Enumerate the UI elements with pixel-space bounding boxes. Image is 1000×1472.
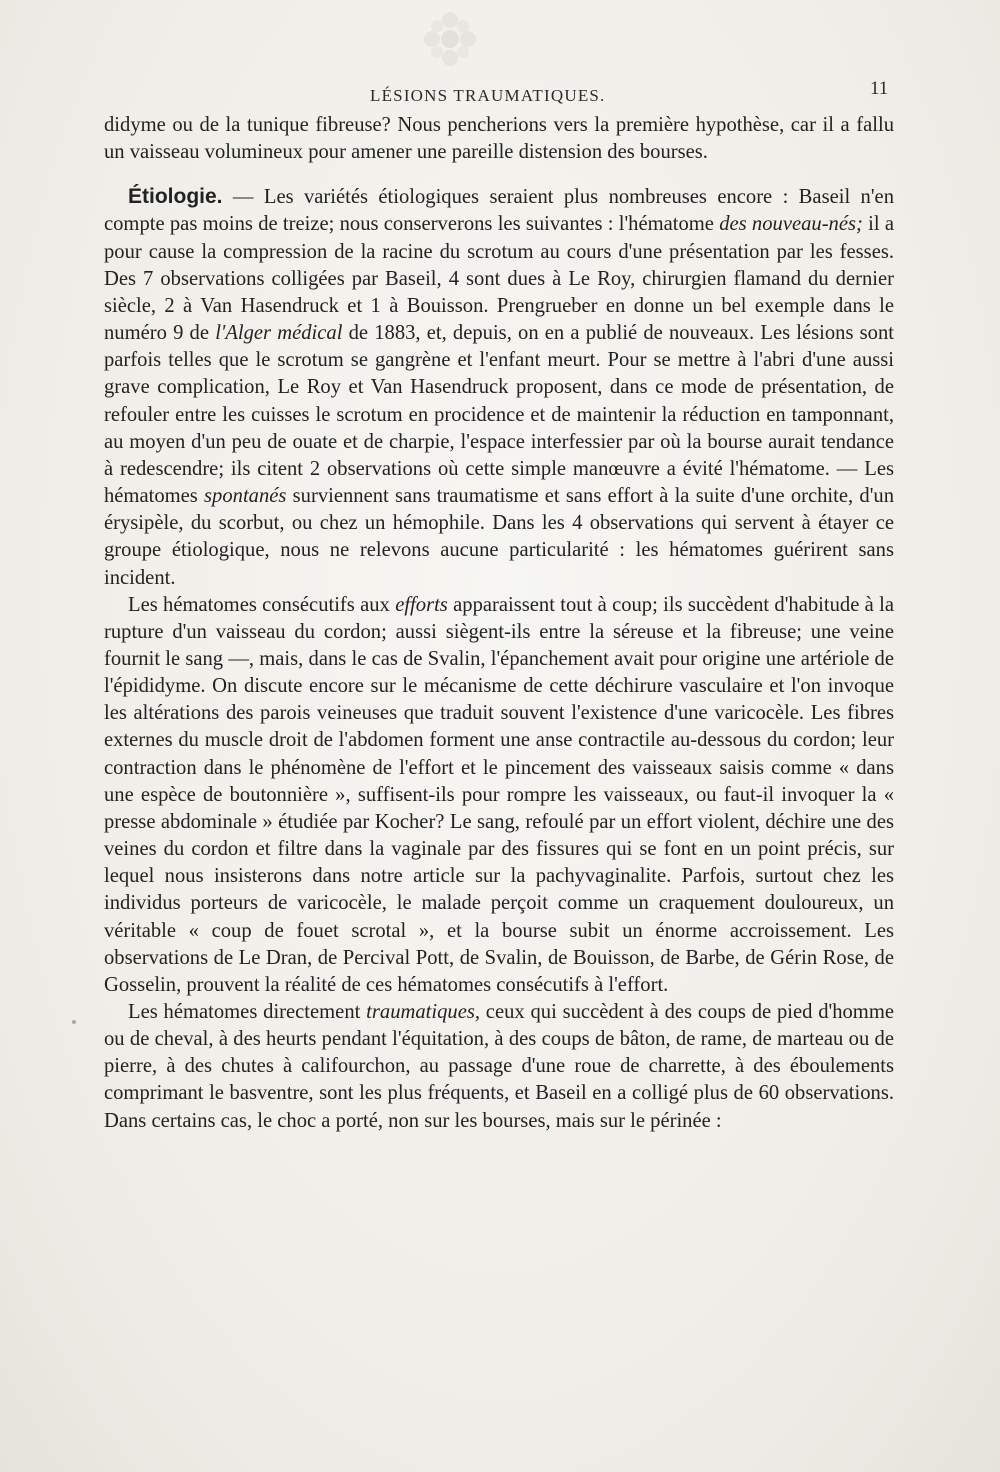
italic-text: traumatiques, xyxy=(366,1001,480,1023)
italic-text: l'Alger médical xyxy=(215,322,343,345)
body-text xyxy=(104,112,894,1135)
paragraph-continuation: didyme ou de la tunique fibreuse? Nous pencherions vers la première hypothèse, car il a fallu un vaisseau volumineux pour amener une pareille distension des bourses. xyxy=(104,114,894,164)
text-segment: Les hématomes consécutifs aux xyxy=(128,593,396,616)
text-segment: il a pour cause la compression de la racine du scrotum au cours d'une présentation par les fesses. Des 7 observations colligées par Baseil, 4 sont dues à Le Roy, chirurgien flamand du dernier siècle, 2 à Van Hasendruck et 1 à Bouisson. Prengrueber en donne un bel exemple dans le numéro 9 de xyxy=(104,213,894,345)
running-title: LÉSIONS TRAUMATIQUES. xyxy=(370,86,606,105)
text-segment: ceux qui succèdent à des coups de pied d'homme ou de cheval, à des heurts pendant l'équitation, à des coups de bâton, de rame, de marteau ou de pierre, à des chutes à califourchon, au passage d'une roue de charrette, à des éboulements comprimant le basventre, sont les plus fréquents, et Baseil en a colligé plus de 60 observations. Dans certains cas, le choc a porté, non sur les bourses, mais sur le périnée : xyxy=(104,1001,894,1132)
text-segment: — Les variétés étiologiques seraient plus nombreuses encore : Baseil n'en compte pas moins de treize; nous conserverons les suivantes : l'hématome xyxy=(104,186,894,236)
paragraph-traumatiques xyxy=(104,999,894,1135)
text-segment: de 1883, et, depuis, on en a publié de nouveaux. Les lésions sont parfois telles que le scrotum se gangrène et l'enfant meurt. Pour se mettre à l'abri d'une aussi grave complication, Le Roy et Van Hasendruck proposent, dans ce mode de présentation, de refouler entre les cuisses le scrotum en procidence et de maintenir la réduction en tamponnant, au moyen d'un peu de ouate et de charpie, l'espace interfessier par où la bourse aurait tendance à redescendre; ils citent 2 observations où cette simple manœuvre a évité l'hématome. — Les hématomes xyxy=(104,322,895,508)
ornament-icon xyxy=(420,8,480,70)
text-segment: Les hématomes directement xyxy=(128,1001,367,1023)
section-heading: Étiologie. xyxy=(128,185,223,209)
stray-ink-mark xyxy=(72,1020,76,1024)
page-number: 11 xyxy=(870,78,889,99)
italic-text: des nouveau-nés; xyxy=(719,213,863,236)
paragraph-etiologie xyxy=(104,183,894,591)
paragraph-efforts xyxy=(104,592,894,999)
italic-text: efforts xyxy=(395,593,448,616)
text-segment: surviennent sans traumatisme et sans effort à la suite d'une orchite, d'un érysipèle, du scorbut, ou chez un hémophile. Dans les 4 observations qui servent à étayer ce groupe étiologique, nous ne relevons aucune particularité : les hématomes guérirent sans incident. xyxy=(104,485,895,589)
text-segment: apparaissent tout à coup; ils succèdent d'habitude à la rupture d'un vaisseau du cordon; aussi siègent-ils entre la séreuse et la fibreuse; une veine fournit le sang —, mais, dans le cas de Svalin, l'épanchement avait pour origine une artériole de l'épididyme. On discute encore sur le mécanisme de cette déchirure vasculaire et l'on invoque les altérations des parois veineuses que traduit souvent l'existence d'une varicocèle. Les fibres externes du muscle droit de l'abdomen forment une anse contractile au-dessous du cordon; leur contraction dans le phénomène de l'effort et le pincement des vaisseaux saisis comme « dans une espèce de boutonnière », suffisent-ils pour rompre les vaisseaux, ou faut-il invoquer la « presse abdominale » étudiée par Kocher? Le sang, refoulé par un effort violent, déchire une des veines du cordon et filtre dans la vaginale par des fissures qui se font en un point précis, sur lequel nous insisterons dans notre article sur la pachyvaginalite. Parfois, surtout chez les individus porteurs de varicocèle, le malade perçoit comme un craquement douloureux, un véritable « coup de fouet scrotal », et la bourse subit un énorme accroissement. Les observations de Le Dran, de Percival Pott, de Svalin, de Bouisson, de Barbe, de Gérin Rose, de Gosselin, prouvent la réalité de ces hématomes consécutifs à l'effort. xyxy=(104,593,894,996)
italic-text: spontanés xyxy=(204,485,287,508)
